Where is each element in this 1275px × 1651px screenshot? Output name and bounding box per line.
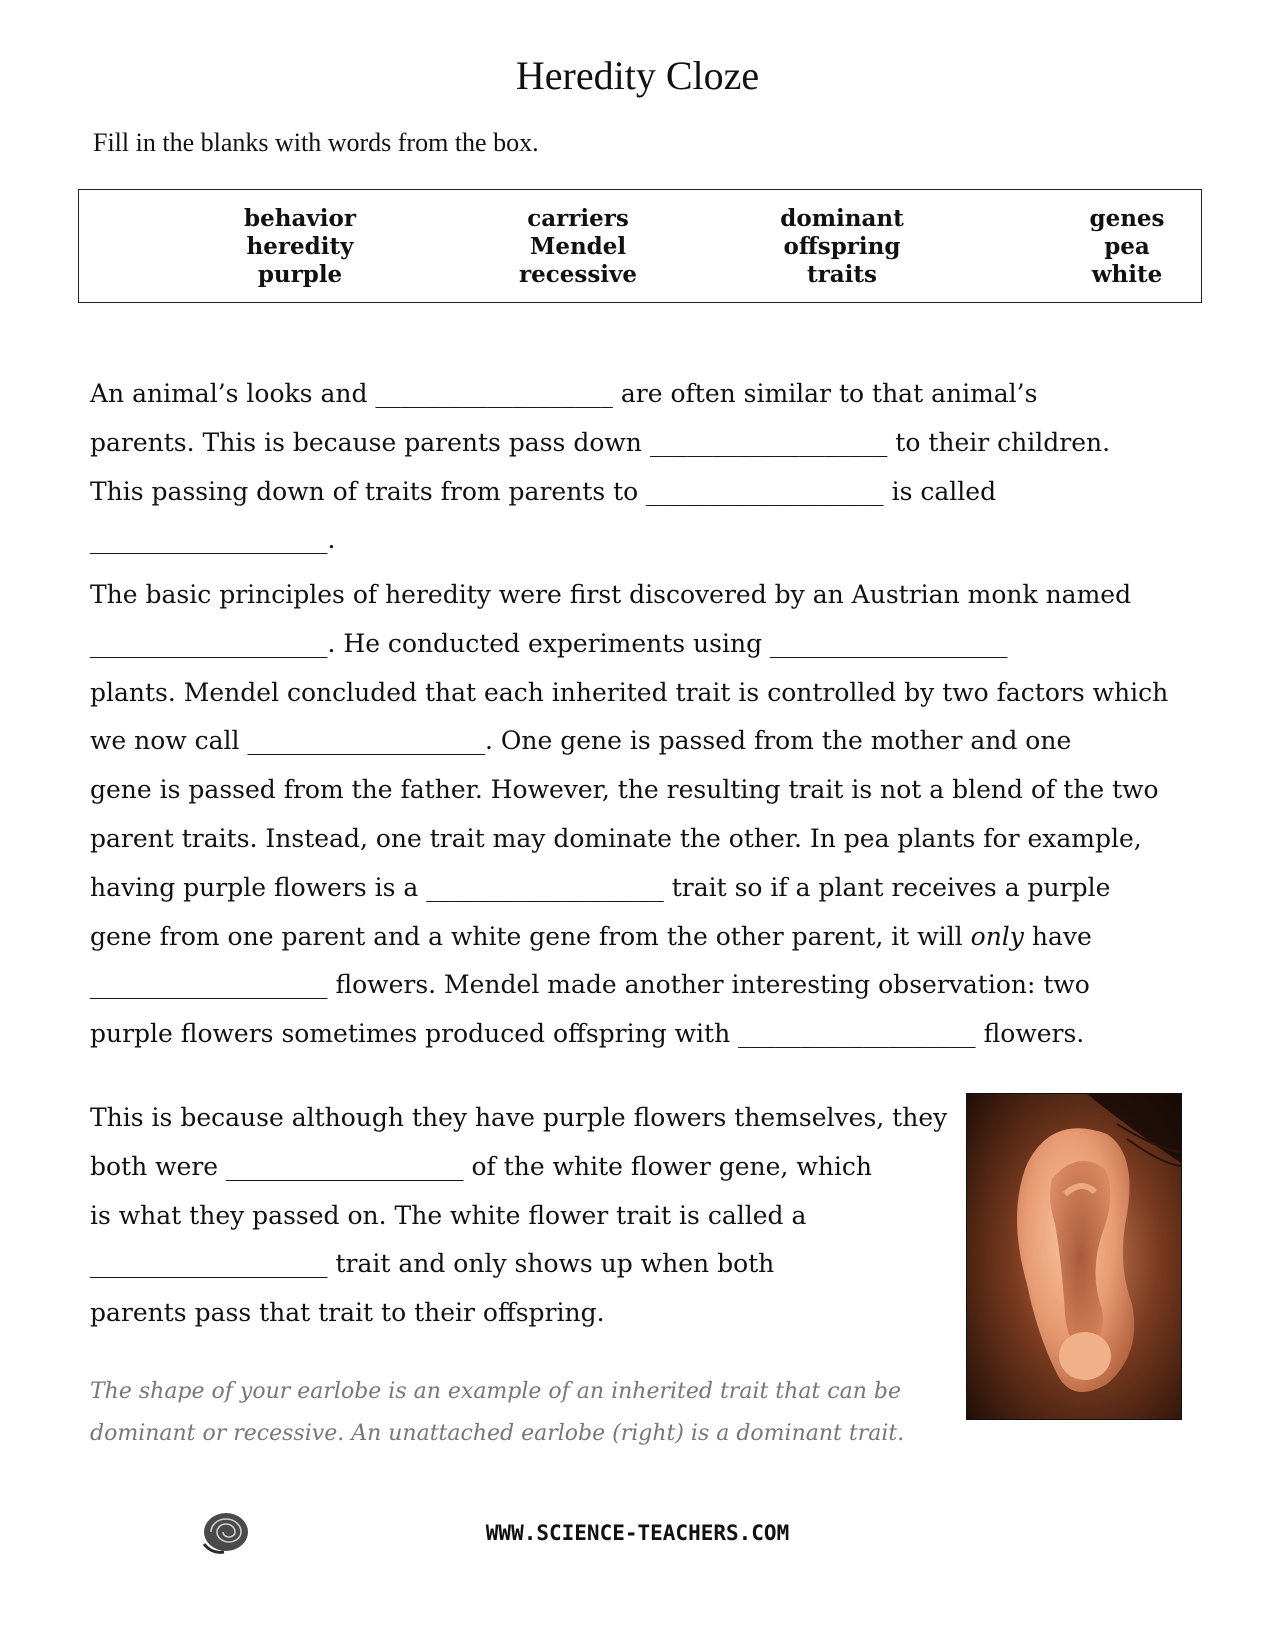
text-line [90,913,1168,962]
text-segment: flowers. [975,1019,1085,1049]
word-bank-word: traits [807,261,877,288]
text-segment: This passing down of traits from parents to [90,476,647,506]
text-line [90,1192,947,1241]
text-segment: . He conducted experiments using [327,628,771,658]
word-bank-word: dominant [780,205,904,232]
word-bank-column [1007,205,1247,289]
text-segment: having purple flowers is a [90,872,427,902]
word-bank-word: heredity [246,233,354,260]
text-line [90,419,1110,468]
earlobe-photo [966,1093,1182,1420]
word-bank-column [180,205,420,289]
word-bank-word: recessive [518,261,638,288]
word-bank-word: carriers [527,205,629,232]
text-line [90,516,1110,565]
text-segment: flowers. Mendel made another interesting observation: two [327,970,1090,1000]
paragraph-3 [90,1094,947,1338]
text-segment: have [1023,921,1092,951]
text-segment: . [327,525,336,555]
text-segment: This is because although they have purple flowers themselves, they [90,1103,948,1132]
answer-blank[interactable]: ___________________ [90,1249,328,1279]
text-line [90,1240,947,1289]
text-segment: parent traits. Instead, one trait may dominate the other. In pea plants for example, [90,823,1142,853]
text-segment: trait and only shows up when both [327,1249,775,1279]
text-segment: gene from one parent and a white gene from the other parent, it will [90,921,971,951]
answer-blank[interactable]: ___________________ [90,628,328,658]
answer-blank[interactable]: ___________________ [738,1019,976,1049]
word-bank-word: behavior [244,205,356,232]
word-bank-word: Mendel [529,233,627,260]
text-segment: trait so if a plant receives a purple [663,872,1111,902]
text-segment: is what they passed on. The white flower trait is called a [90,1200,807,1230]
worksheet-title: Heredity Cloze [515,53,760,98]
text-segment: is called [883,476,997,506]
text-segment: to their children. [887,427,1111,457]
text-line [90,669,1168,718]
text-line [90,571,1168,620]
text-segment: we now call [90,726,248,756]
word-bank-box [78,189,1202,303]
word-bank-column [722,205,962,289]
word-bank-column [458,205,698,289]
text-line [90,766,1168,815]
text-segment: purple flowers sometimes produced offspring with [90,1019,739,1049]
text-segment: . One gene is passed from the mother and one [484,726,1072,756]
text-line [90,468,1110,517]
text-line [90,815,1168,864]
answer-blank[interactable]: ___________________ [90,970,328,1000]
text-segment: are often similar to that animal’s [612,379,1038,408]
emphasis-text: only [970,921,1024,951]
text-line [90,1289,947,1338]
paragraph-1 [90,370,1110,565]
text-line [90,620,1168,669]
word-bank-word: purple [257,261,343,288]
word-bank-word: pea [1104,233,1150,260]
text-segment: parents pass that trait to their offspring. [90,1298,605,1328]
answer-blank[interactable]: ___________________ [226,1151,464,1181]
word-bank-word: genes [1089,205,1165,232]
text-line [90,1094,947,1143]
answer-blank[interactable]: ___________________ [375,379,613,408]
text-segment: both were [90,1151,227,1181]
answer-blank[interactable]: ___________________ [247,726,485,756]
image-caption [90,1371,904,1455]
text-segment: parents. This is because parents pass down [90,427,650,457]
text-segment: The basic principles of heredity were first discovered by an Austrian monk named [90,580,1132,609]
paragraph-2 [90,571,1168,1059]
text-line [90,1143,947,1192]
footer-website-url: WWW.SCIENCE-TEACHERS.COM [485,1521,790,1545]
caption-line: The shape of your earlobe is an example of an inherited trait that can be [90,1379,901,1404]
caption-line: dominant or recessive. An unattached earlobe (right) is a dominant trait. [90,1421,905,1446]
text-segment: An animal’s looks and [90,379,376,408]
text-line [90,1010,1168,1059]
text-segment: of the white flower gene, which [463,1151,872,1181]
answer-blank[interactable]: ___________________ [646,476,884,506]
answer-blank[interactable]: ___________________ [90,525,328,555]
text-line [90,717,1168,766]
text-segment: gene is passed from the father. However, the resulting trait is not a blend of the two [90,775,1159,805]
word-bank-word: offspring [783,233,901,260]
answer-blank[interactable]: ___________________ [770,628,1008,658]
text-line [90,864,1168,913]
text-line [90,370,1110,419]
text-segment: plants. Mendel concluded that each inherited trait is controlled by two factors which [90,677,1169,707]
answer-blank[interactable]: ___________________ [649,427,888,457]
word-bank-word: white [1091,261,1163,288]
text-line [90,961,1168,1010]
answer-blank[interactable]: ___________________ [426,872,664,902]
instructions: Fill in the blanks with words from the box. [93,128,539,157]
